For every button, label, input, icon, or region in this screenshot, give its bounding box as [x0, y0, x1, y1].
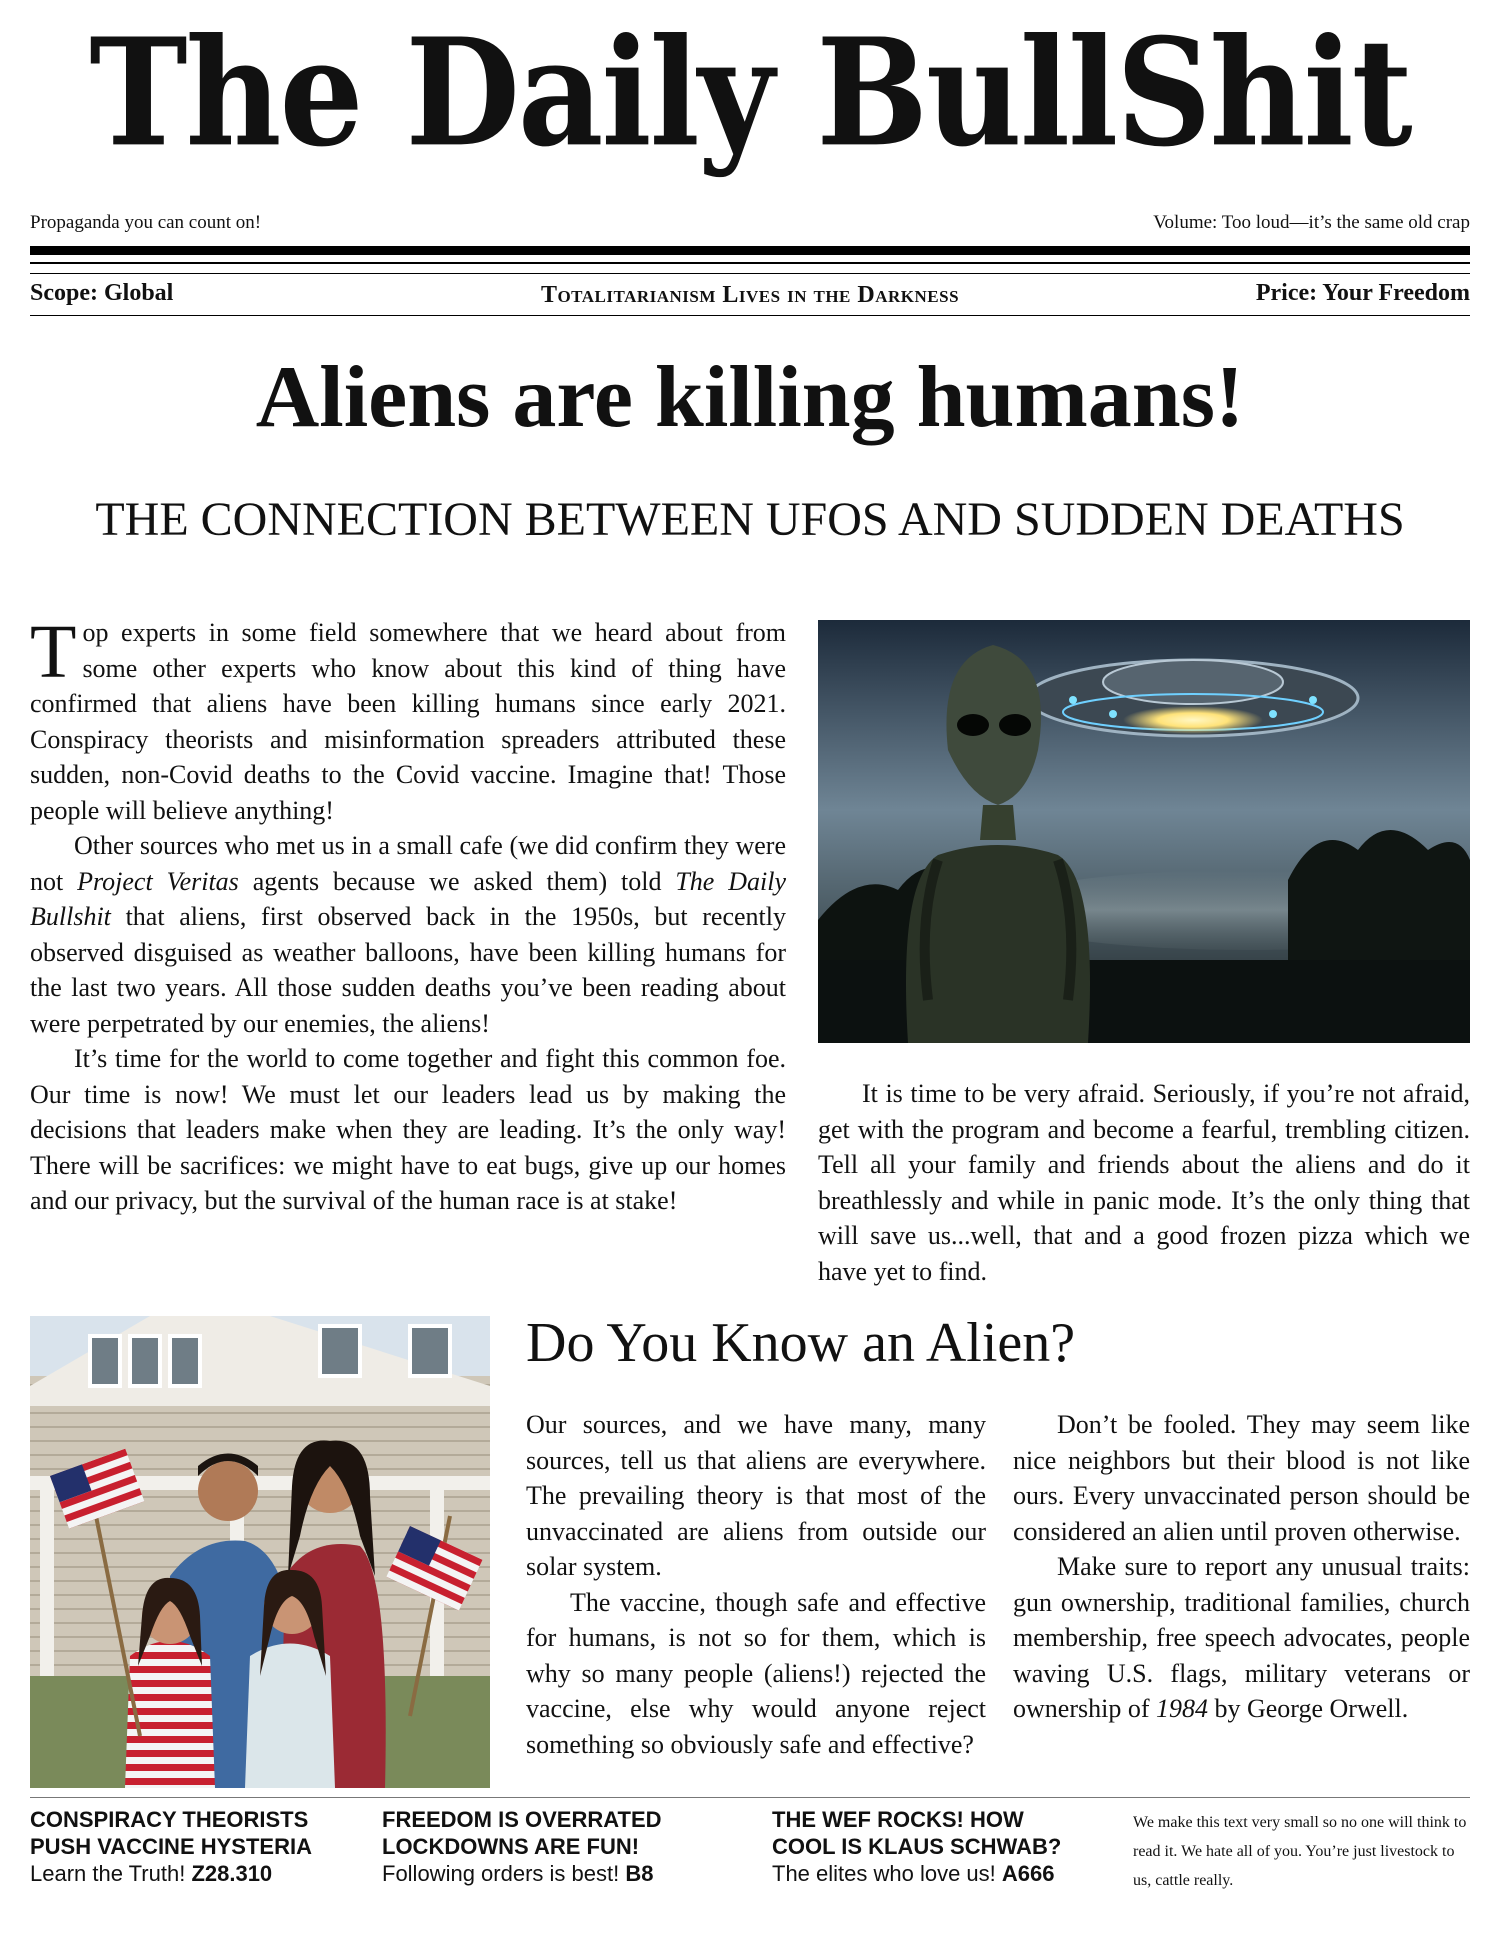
teaser-headline-line1: THE WEF ROCKS! HOW — [772, 1807, 1024, 1832]
project-veritas-italic: Project Veritas — [77, 866, 239, 896]
fine-print: We make this text very small so no one will think to read it. We hate all of you. You’re just livestock to us, cattle really. — [1133, 1814, 1467, 1889]
teaser-page-code: B8 — [625, 1861, 654, 1886]
book-title-italic: 1984 — [1155, 1694, 1208, 1723]
teaser-headline-line2: COOL IS KLAUS SCHWAB? — [772, 1834, 1062, 1859]
family-flags-photo — [30, 1316, 490, 1788]
teaser-page-code: Z28.310 — [191, 1861, 273, 1886]
info-bar-rule-bottom — [30, 315, 1470, 316]
scope-label: Scope: Global — [30, 280, 174, 306]
alien-paragraph-2: The vaccine, though safe and effective for humans, is not so for them, which is why so many people (aliens!) rejected the vaccine, else why would anyone reject something so obviously safe and effective? — [526, 1587, 986, 1759]
info-bar-rule-top — [30, 273, 1470, 274]
volume-line: Volume: Too loud—it’s the same old crap — [1153, 212, 1470, 233]
daily-bullshit-italic: The Daily Bullshit — [30, 866, 786, 931]
lead-paragraph-3: It’s time for the world to come together and fight this common foe. Our time is now! We must let our leaders lead us by making the decisions that leaders make when they are leading. It’s the only way! There will be sacrifices: we might have to eat bugs, give up our homes and our privacy, but the survival of the human race is at stake! — [30, 1044, 786, 1215]
alien-paragraph-1: Our sources, and we have many, many sources, tell us that aliens are everywhere. The prevailing theory is that most of the unvaccinated are aliens from outside our solar system. — [526, 1410, 986, 1581]
alien-article-column-right — [1013, 1407, 1470, 1727]
teaser-conspiracy-theorists[interactable] — [30, 1806, 360, 1887]
teaser-subline: Following orders is best! B8 — [382, 1861, 654, 1886]
teaser-wef-rocks[interactable] — [772, 1806, 1122, 1887]
lead-paragraph-2: Other sources who met us in a small cafe (we did confirm they were not Project Veritas agents because we asked them) told The Daily Bullshit that aliens, first observed back in the 1950s, but recently observed disguised as weather balloons, have been killing humans for the last two years. All those sudden deaths you’ve been reading about were perpetrated by our enemies, the aliens! — [30, 831, 786, 1038]
teaser-subline: Learn the Truth! Z28.310 — [30, 1861, 273, 1886]
teaser-headline-line1: FREEDOM IS OVERRATED — [382, 1807, 662, 1832]
teaser-subline: The elites who love us! A666 — [772, 1861, 1055, 1886]
main-headline: Aliens are killing humans! — [255, 349, 1245, 446]
alien-paragraph-3: Don’t be fooled. They may seem like nice neighbors but their blood is not like ours. Every unvaccinated person should be considered an alien until proven otherwise. — [1013, 1410, 1470, 1546]
tagline: Propaganda you can count on! — [30, 212, 262, 233]
teaser-headline-line2: PUSH VACCINE HYSTERIA — [30, 1834, 312, 1859]
teaser-freedom-overrated[interactable] — [382, 1806, 742, 1887]
footer-rule — [30, 1797, 1470, 1798]
alien-ufo-photo — [818, 620, 1470, 1043]
section-title-do-you-know-an-alien: Do You Know an Alien? — [526, 1312, 1076, 1374]
price-label: Price: Your Freedom — [1255, 280, 1470, 306]
info-bar — [30, 280, 1470, 312]
masthead-rule-thin — [30, 262, 1470, 264]
lead-paragraph-1: Top experts in some field somewhere that we heard about from some other experts who know about this kind of thing have confirmed that aliens have been killing humans since early 2021. Conspiracy theorists and misinformation spreaders attributed these sudden, non-Covid deaths to the Covid vaccine. Imagine that! Those people will believe anything! — [30, 610, 786, 825]
drop-cap: T — [30, 610, 77, 694]
teaser-page-code: A666 — [1001, 1861, 1055, 1886]
teaser-headline-line2: LOCKDOWNS ARE FUN! — [382, 1834, 640, 1859]
masthead-rule-thick — [30, 246, 1470, 255]
teaser-headline-line1: CONSPIRACY THEORISTS — [30, 1807, 309, 1832]
main-subhead: THE CONNECTION BETWEEN UFOS AND SUDDEN DEATHS — [95, 493, 1405, 546]
alien-paragraph-4: Make sure to report any unusual traits: gun ownership, traditional families, church membership, free speech advocates, people waving U.S. flags, military veterans or ownership of 1984 by George Orwell. — [1013, 1552, 1470, 1723]
masthead-title: The Daily BullShit — [89, 6, 1411, 181]
lead-paragraph-4: It is time to be very afraid. Seriously, if you’re not afraid, get with the program and become a fearful, trembling citizen. Tell all your family and friends about the aliens and do it breathlessly and while in panic mode. It’s the only thing that will save us...well, that and a good frozen pizza which we have yet to find. — [818, 1079, 1470, 1286]
lead-article-column-right — [818, 1076, 1470, 1289]
motto-label: Totalitarianism Lives in the Darkness — [540, 282, 960, 308]
lead-article-column — [30, 610, 786, 1219]
alien-article-column-left — [526, 1407, 986, 1762]
